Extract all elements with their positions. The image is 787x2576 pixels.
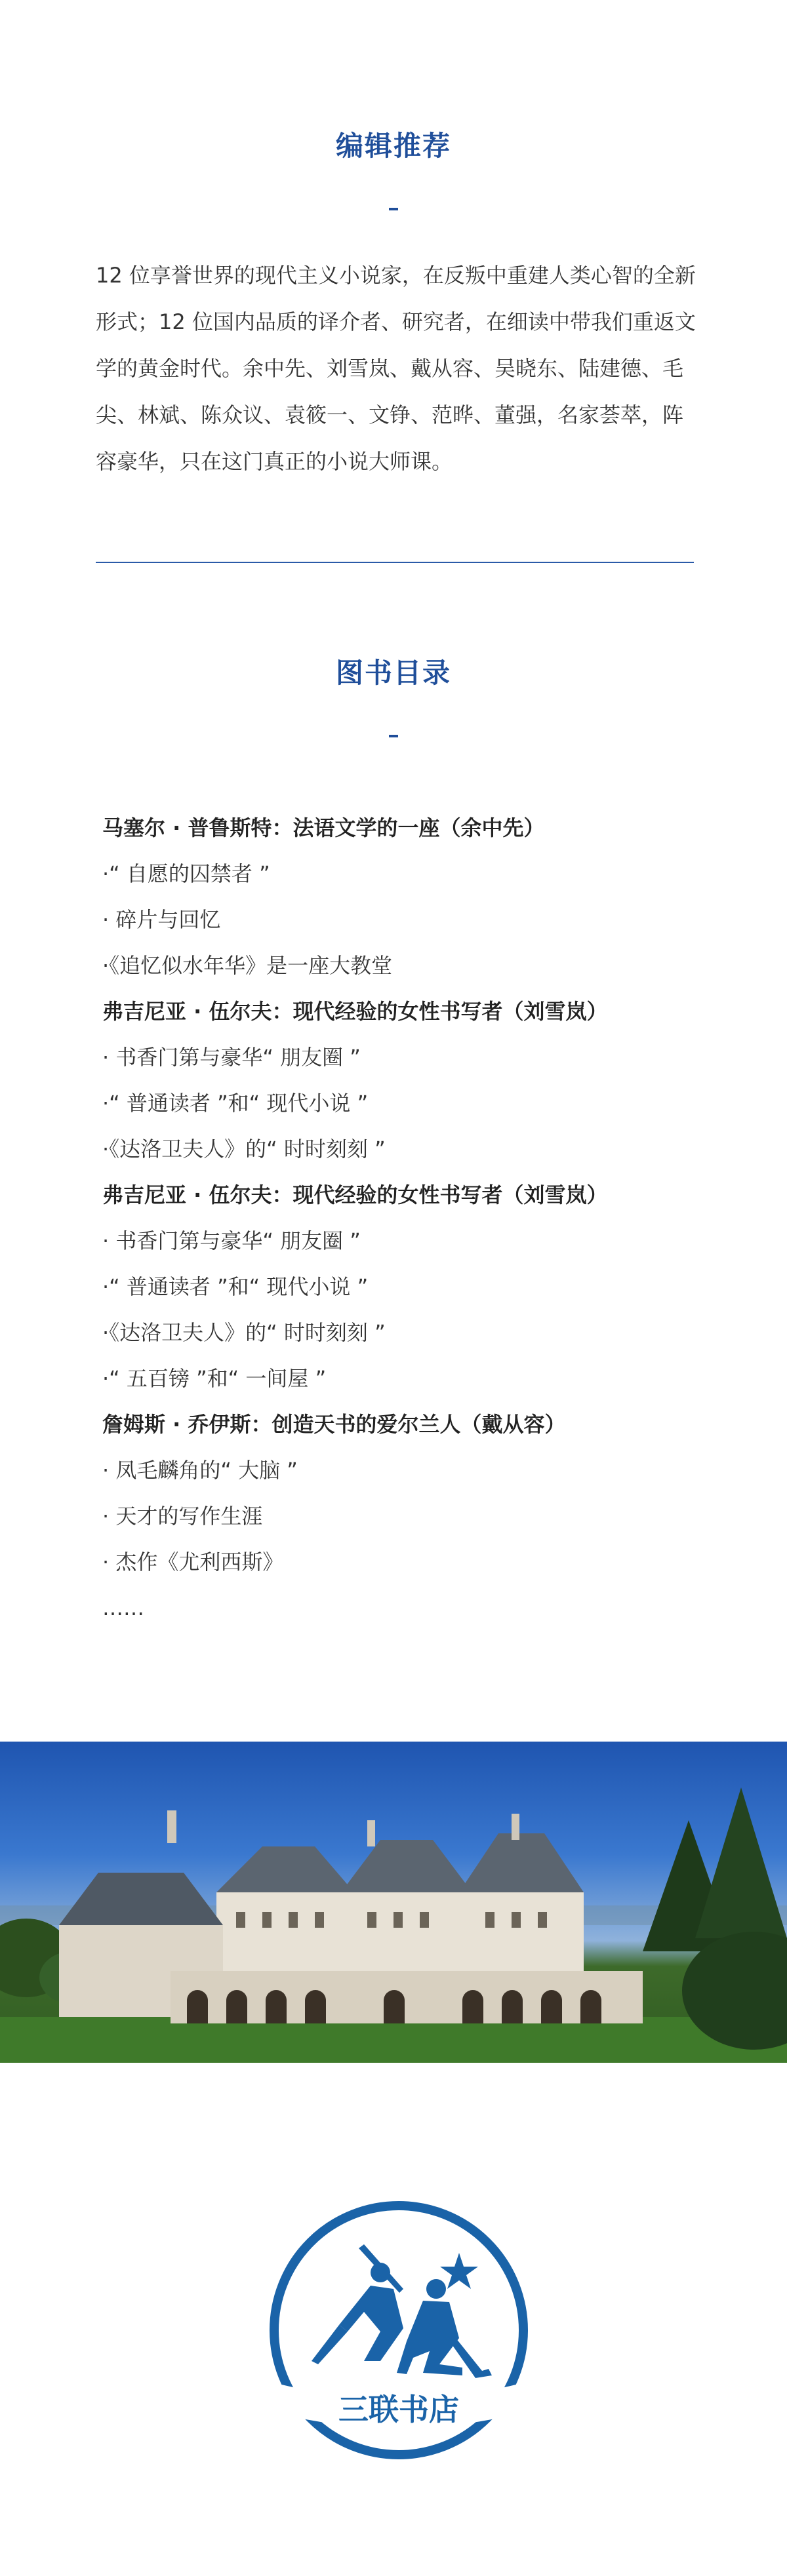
toc-chapter-heading: 弗吉尼亚 · 伍尔夫：现代经验的女性书写者（刘雪岚） <box>102 1182 608 1207</box>
sanlian-logo <box>266 2197 532 2463</box>
toc-entry: ·“ 普通读者 ”和“ 现代小说 ” <box>102 1091 369 1116</box>
editor-recommendation-text: 12 位享誉世界的现代主义小说家，在反叛中重建人类心智的全新形式；12 位国内品质的译介者、研究者，在细读中带我们重返文学的黄金时代。余中先、刘雪岚、戴从容、吴晓东、陆建德、毛尖、林斌、陈众议、袁筱一、文铮、范晔、董强，名家荟萃，阵容豪华，只在这门真正的小说大师课。 <box>96 263 696 474</box>
toc-entry: ·《达洛卫夫人》的“ 时时刻刻 ” <box>102 1320 386 1345</box>
editor-title-dash <box>389 208 398 210</box>
toc-title-dash <box>389 735 398 737</box>
toc-entry: ·“ 普通读者 ”和“ 现代小说 ” <box>102 1274 369 1299</box>
toc-entry: ·《追忆似水年华》是一座大教堂 <box>102 953 393 978</box>
toc-entry: · 凤毛麟角的“ 大脑 ” <box>102 1458 298 1483</box>
toc-entry: · 杰作《尤利西斯》 <box>102 1550 284 1574</box>
toc-entry: · 天才的写作生涯 <box>102 1504 263 1529</box>
toc-list <box>102 805 732 1631</box>
toc-chapter-heading: 弗吉尼亚 · 伍尔夫：现代经验的女性书写者（刘雪岚） <box>102 999 608 1024</box>
toc-entry: · 书香门第与豪华“ 朋友圈 ” <box>102 1045 361 1070</box>
toc-entry: ·“ 五百镑 ”和“ 一间屋 ” <box>102 1366 327 1391</box>
toc-entry: ·“ 自愿的囚禁者 ” <box>102 861 270 886</box>
toc-entry: · 书香门第与豪华“ 朋友圈 ” <box>102 1228 361 1253</box>
section-divider <box>96 562 694 563</box>
toc-section-title: 图书目录 <box>335 657 451 689</box>
toc-chapter-heading: 马塞尔 · 普鲁斯特：法语文学的一座（余中先） <box>102 815 545 840</box>
star-icon <box>440 2253 478 2289</box>
toc-entry: …… <box>102 1595 144 1620</box>
logo-text: 三联书店 <box>338 2392 459 2427</box>
editor-section-title: 编辑推荐 <box>335 130 451 162</box>
toc-entry: · 碎片与回忆 <box>102 907 221 932</box>
toc-chapter-heading: 詹姆斯 · 乔伊斯：创造天书的爱尔兰人（戴从容） <box>102 1412 566 1437</box>
toc-entry: ·《达洛卫夫人》的“ 时时刻刻 ” <box>102 1137 386 1161</box>
chateau-photo <box>0 1742 787 2063</box>
